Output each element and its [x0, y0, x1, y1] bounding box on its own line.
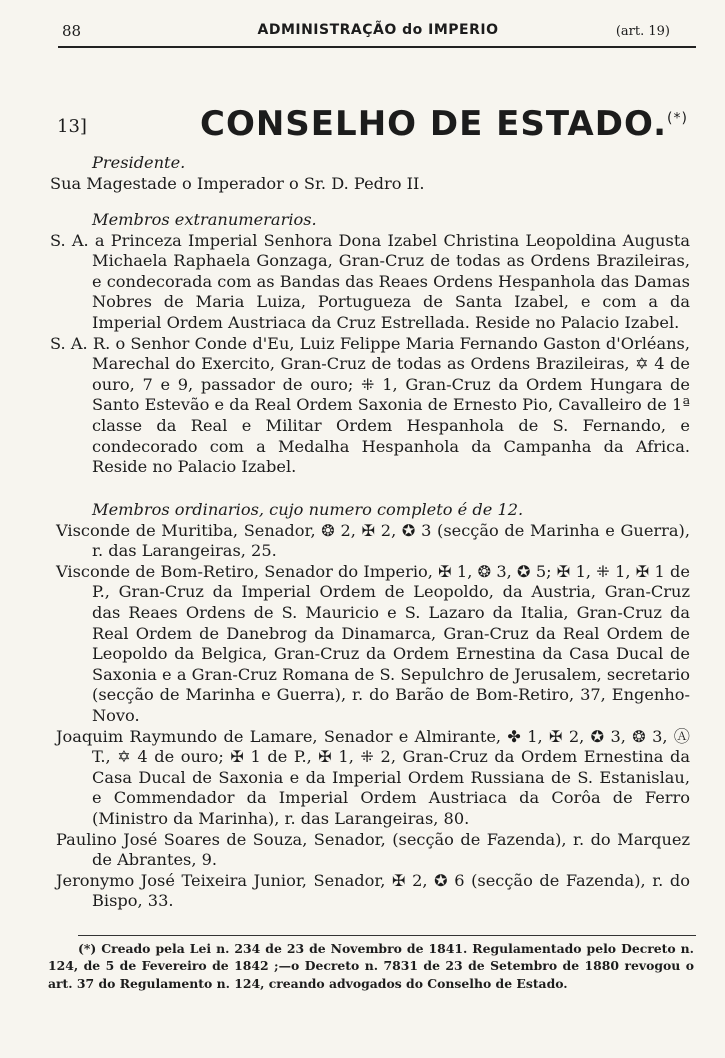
footnote-mark: (*): [667, 110, 688, 127]
ordinary-member-entry: Paulino José Soares de Souza, Senador, (secção de Fazenda), r. do Marquez de Abrantes, 9.: [56, 829, 690, 870]
ordinary-members-heading: Membros ordinarios, cujo numero completo é de 12.: [92, 500, 524, 519]
section-number: 13]: [57, 116, 87, 137]
ordinary-member-entry: Jeronymo José Teixeira Junior, Senador, ✠ 2, ✪ 6 (secção de Fazenda), r. do Bispo, 33.: [56, 870, 690, 911]
footnote-rule: [78, 935, 696, 936]
president-heading: Presidente.: [92, 153, 186, 172]
extra-member-entry: S. A. a Princeza Imperial Senhora Dona Izabel Christina Leopoldina Augusta Michaela Raphaela Gonzaga, Gran-Cruz de todas as Ordens Brazileiras, e condecorada com as Bandas das Reaes Ordens Hespanhola das Damas Nobres de Maria Luiza, Portugueza de Santa Izabel, e com a da Imperial Ordem Austriaca da Cruz Estrellada. Reside no Palacio Izabel.: [50, 230, 690, 332]
footnote-text: (*) Creado pela Lei n. 234 de 23 de Novembro de 1841. Regulamentado pelo Decreto n. 124, de 5 de Fevereiro de 1842 ;—o Decreto n. 7831 de 23 de Setembro de 1880 revogou o art. 37 do Regulamento n. 124, creando advogados do Conselho de Estado.: [48, 941, 694, 991]
president-line: Sua Magestade o Imperador o Sr. D. Pedro II.: [50, 173, 425, 193]
ordinary-members-block: [50, 500, 690, 912]
extra-members-block: [50, 210, 690, 478]
footnote: [48, 940, 694, 992]
header-rule: [58, 46, 696, 48]
extra-member-entry: S. A. R. o Senhor Conde d'Eu, Luiz Felippe Maria Fernando Gaston d'Orléans, Marechal do Exercito, Gran-Cruz de todas as Ordens Brazileiras, ✡ 4 de ouro, 7 e 9, passador de ouro; ⁜ 1, Gran-Cruz da Ordem Hungara de Santo Estevão e da Real Ordem Saxonia de Ernesto Pio, Cavalleiro de 1ª classe da Real e Militar Ordem Hespanhola de S. Fernando, e condecorado com a Medalha Hespanhola da Campanha da Africa. Reside no Palacio Izabel.: [50, 333, 690, 477]
ordinary-member-entry: Visconde de Bom-Retiro, Senador do Imperio, ✠ 1, ❂ 3, ✪ 5; ✠ 1, ⁜ 1, ✠ 1 de P., Gran-Cruz da Imperial Ordem de Leopoldo, da Austria, Gran-Cruz das Reaes Ordens de S. Mauricio e S. Lazaro da Italia, Gran-Cruz da Real Ordem de Danebrog da Dinamarca, Gran-Cruz da Real Ordem de Leopoldo da Belgica, Gran-Cruz da Ordem Ernestina da Casa Ducal de Saxonia e a Gran-Cruz Romana de S. Sepulchro de Jerusalem, secretario (secção de Marinha e Guerra), r. do Barão de Bom-Retiro, 37, Engenho-Novo.: [56, 561, 690, 725]
article-reference: (art. 19): [615, 24, 670, 39]
ordinary-member-entry: Visconde de Muritiba, Senador, ❂ 2, ✠ 2, ✪ 3 (secção de Marinha e Guerra), r. das Larangeiras, 25.: [56, 520, 690, 561]
running-title: ADMINISTRAÇÃO do IMPERIO: [257, 22, 499, 38]
president-block: [50, 153, 690, 194]
ordinary-member-entry: Joaquim Raymundo de Lamare, Senador e Almirante, ✤ 1, ✠ 2, ✪ 3, ❂ 3, Ⓐ T., ✡ 4 de ouro; ✠ 1 de P., ✠ 1, ⁜ 2, Gran-Cruz da Ordem Ernestina da Casa Ducal de Saxonia e da Imperial Ordem Russiana de S. Estanislau, e Commendador da Imperial Ordem Austriaca da Corôa de Ferro (Ministro da Marinha), r. das Larangeiras, 80.: [56, 726, 690, 828]
page-number: 88: [62, 22, 82, 40]
running-header: [62, 18, 694, 42]
section-title-text: CONSELHO DE ESTADO.: [200, 104, 668, 144]
extra-members-heading: Membros extranumerarios.: [92, 210, 317, 229]
section-title: [200, 104, 688, 144]
